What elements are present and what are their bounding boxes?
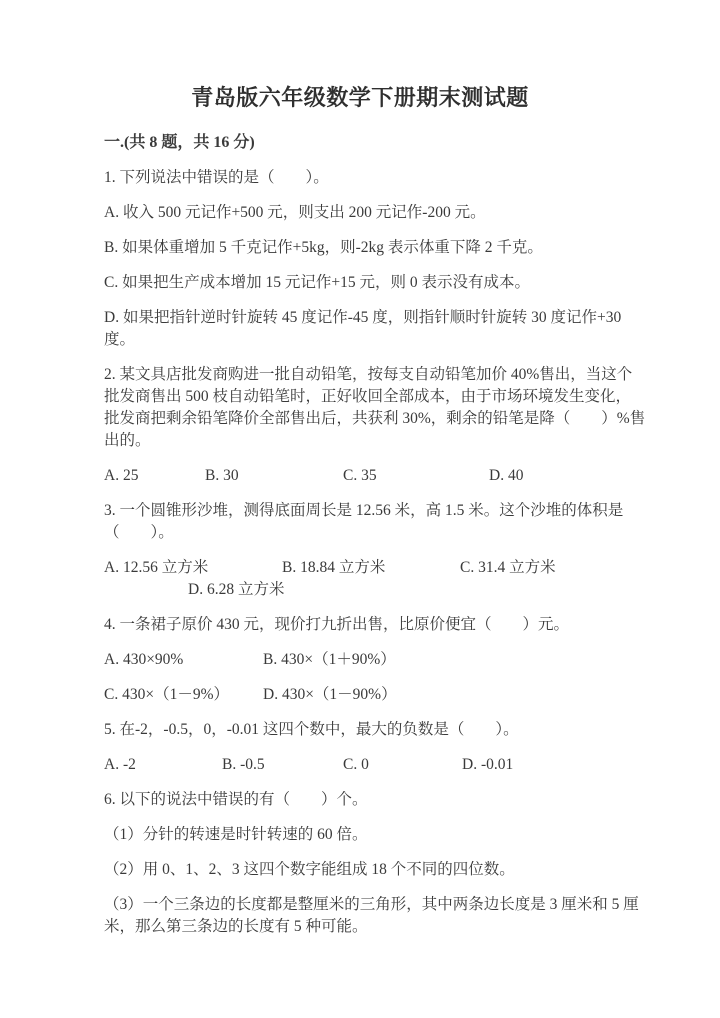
- stem-line: 2. 某文具店批发商购进一批自动铅笔，按每支自动铅笔加价 40%售出，当这个: [104, 366, 633, 383]
- question-6-stem: 6. 以下的说法中错误的有（ ）个。: [104, 791, 368, 808]
- question-1-option-b: B. 如果体重增加 5 千克记作+5kg，则-2kg 表示体重下降 2 千克。: [104, 239, 543, 256]
- option-item: D. 40: [489, 467, 524, 484]
- section-header: 一.(共 8 题，共 16 分): [104, 134, 255, 151]
- option-line: 度。: [104, 331, 136, 348]
- question-6-subitem-1: （1）分针的转速是时针转速的 60 倍。: [104, 826, 368, 843]
- option-item: A. 25: [104, 467, 139, 484]
- document-body: [0, 132, 720, 938]
- question-2-options-row: [104, 465, 642, 487]
- option-item: B. -0.5: [222, 756, 265, 773]
- question-6-subitem-2: （2）用 0、1、2、3 这四个数字能组成 18 个不同的四位数。: [104, 861, 515, 878]
- question-3-option-d: D. 6.28 立方米: [188, 581, 285, 598]
- question-1-option-a: A. 收入 500 元记作+500 元，则支出 200 元记作-200 元。: [104, 204, 486, 221]
- question-3-options-row: [104, 557, 642, 579]
- document-title: 青岛版六年级数学下册期末测试题: [191, 85, 529, 110]
- option-item: C. 35: [343, 467, 377, 484]
- option-item: D. 430×（1－90%）: [263, 686, 397, 703]
- option-item: A. 430×90%: [104, 651, 184, 668]
- question-5-stem: 5. 在-2，-0.5，0，-0.01 这四个数中，最大的负数是（ ）。: [104, 721, 519, 738]
- question-5-options-row: [104, 754, 642, 776]
- question-2-stem: [104, 364, 646, 452]
- question-1-option-d: [104, 307, 642, 351]
- option-item: C. 31.4 立方米: [460, 559, 556, 576]
- option-item: A. 12.56 立方米: [104, 559, 209, 576]
- stem-line: 3. 一个圆锥形沙堆，测得底面周长是 12.56 米，高 1.5 米。这个沙堆的体积是: [104, 502, 624, 519]
- option-item: C. 0: [343, 756, 369, 773]
- stem-line: （ ）。: [104, 524, 174, 541]
- option-item: B. 30: [205, 467, 239, 484]
- option-item: A. -2: [104, 756, 136, 773]
- question-4-stem: 4. 一条裙子原价 430 元，现价打九折出售，比原价便宜（ ）元。: [104, 616, 570, 633]
- sub-item-line: 米，那么第三条边的长度有 5 种可能。: [104, 918, 368, 935]
- option-line: D. 如果把指针逆时针旋转 45 度记作-45 度，则指针顺时针旋转 30 度记作+30: [104, 309, 622, 326]
- option-item: C. 430×（1－9%）: [104, 686, 229, 703]
- question-4-options-row-1: [104, 649, 642, 671]
- stem-line: 出的。: [104, 432, 151, 449]
- option-item: D. -0.01: [462, 756, 514, 773]
- stem-line: 批发商把剩余铅笔降价全部售出后，共获利 30%，剩余的铅笔是降（ ）%售: [104, 410, 646, 427]
- question-3-stem: [104, 500, 642, 544]
- option-item: B. 18.84 立方米: [282, 559, 386, 576]
- question-4-options-row-2: [104, 684, 642, 706]
- question-1-stem: 1. 下列说法中错误的是（ ）。: [104, 169, 329, 186]
- question-1-option-c: C. 如果把生产成本增加 15 元记作+15 元，则 0 表示没有成本。: [104, 274, 530, 291]
- sub-item-line: （3）一个三条边的长度都是整厘米的三角形，其中两条边长度是 3 厘米和 5 厘: [104, 896, 639, 913]
- option-item: B. 430×（1＋90%）: [263, 651, 396, 668]
- stem-line: 批发商售出 500 枝自动铅笔时，正好收回全部成本，由于市场环境发生变化，: [104, 388, 632, 405]
- question-6-subitem-3: [104, 894, 642, 938]
